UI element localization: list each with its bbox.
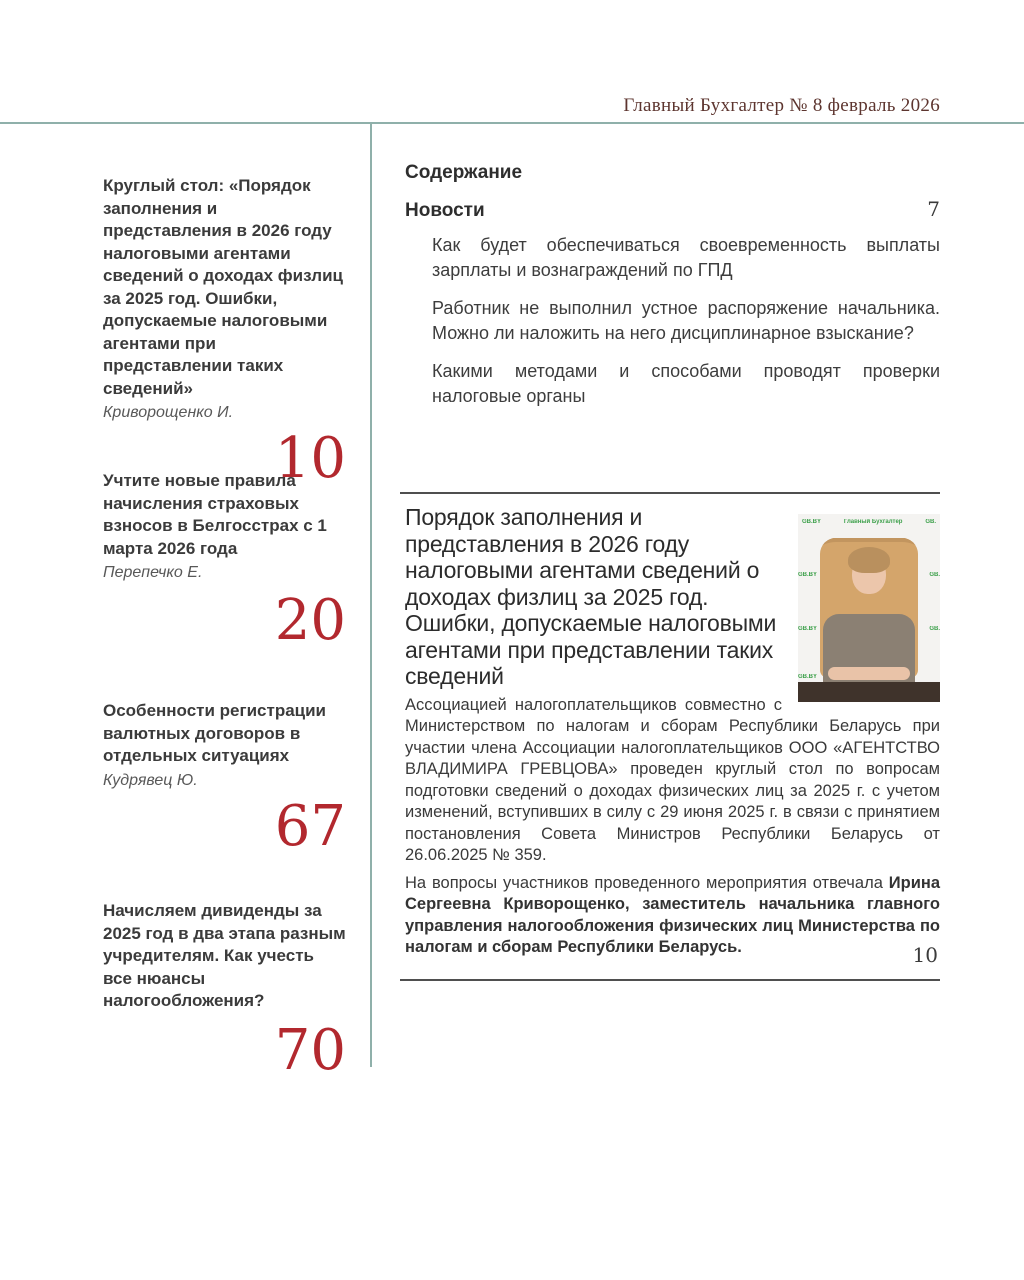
feature-page-number: 10	[912, 942, 938, 967]
column-divider-line	[370, 124, 372, 1067]
article-entry	[103, 175, 346, 491]
article-page-number: 70	[274, 1017, 346, 1083]
person-hair	[848, 547, 890, 573]
press-wall-logo-title: Главный Бухгалтер	[843, 519, 903, 525]
article-title: Начисляем дивиденды за 2025 год в два этапа разным учредителям. Как учесть все нюансы налогообложения?	[103, 901, 346, 1010]
press-wall-logo-gb-cut: GB.	[929, 626, 940, 632]
article-page-number: 10	[274, 426, 346, 491]
news-section-row	[405, 197, 940, 222]
article-author: Криворощенко И.	[103, 404, 234, 421]
person-folded-arms	[828, 667, 910, 680]
desk	[798, 682, 940, 702]
article-title: Учтите новые правила начисления страховых взносов в Белгосстрах с 1 марта 2026 года	[103, 471, 327, 558]
speaker-intro-text: На вопросы участников проведенного мероприятия отвечала	[405, 873, 889, 892]
press-wall-logo-gb: GB.BY	[798, 674, 818, 680]
article-entry	[103, 470, 346, 653]
header-issue-line: Главный Бухгалтер № 8 февраль 2026	[623, 95, 940, 116]
portrait-photo	[798, 514, 940, 702]
feature-paragraph-lead: Ассоциацией налогоплательщиков совместно с Министерством по налогам и сборам Республики Беларусь при участии члена Ассоциации налогоплательщиков ООО «АГЕНТСТВО ВЛАДИМИРА ГРЕВЦОВА» проведен круглый стол по вопросам подготовки сведений о доходах физических лиц за 2025 г. с учетом изменений, вступивших в силу с 29 июня 2025 г. в связи с принятием постановления Совета Министров Республики Беларусь от 26.06.2025 № 359.	[405, 695, 940, 864]
article-entry	[103, 900, 346, 1083]
article-page-number: 20	[274, 588, 346, 653]
press-wall-logo-gb: GB.BY	[798, 572, 818, 578]
press-wall-logos	[798, 519, 940, 525]
news-item: Какими методами и способами проводят проверки налоговые органы	[432, 361, 940, 406]
header-rule	[0, 122, 1024, 124]
news-item-list	[405, 233, 940, 422]
article-title: Особенности регистрации валютных договоров в отдельных ситуациях	[103, 701, 327, 765]
feature-paragraph-speaker	[405, 873, 940, 959]
article-title: Круглый стол: «Порядок заполнения и представления в 2026 году налоговыми агентами сведений о доходах физлиц за 2025 год. Ошибки, допускаемые налоговыми агентами при представлении таких сведений»	[103, 176, 344, 398]
article-author: Перепечко Е.	[103, 564, 203, 581]
article-author: Кудрявец Ю.	[103, 771, 198, 789]
article-entry	[103, 700, 346, 859]
news-section-label: Новости	[405, 200, 485, 221]
press-wall-logo-gb-cut: GB.	[929, 572, 940, 578]
speaker-name-bold: Ирина Сергеевна Криворощенко, заместитель начальника главного управления налогообложения физических лиц Министерства по налогам и сборам Республики Беларусь.	[405, 873, 940, 956]
news-item: Как будет обеспечиваться своевременность выплаты зарплаты и вознаграждений по ГПД	[432, 235, 940, 280]
article-page-number: 67	[274, 793, 346, 859]
press-wall-logo-gb-cut: GB.	[925, 519, 936, 525]
news-item: Работник не выполнил устное распоряжение начальника. Можно ли наложить на него дисциплинарное взыскание?	[432, 298, 940, 343]
feature-article-section	[400, 492, 940, 981]
press-wall-logo-gb: GB.BY	[798, 626, 818, 632]
feature-article-title: Порядок заполнения и представления в 2026 году налоговыми агентами сведений о доходах физлиц за 2025 год. Ошибки, допускаемые налоговыми агентами при представлении таких сведений	[405, 504, 777, 689]
news-section-page-number: 7	[927, 197, 940, 221]
contents-heading: Содержание	[405, 162, 523, 183]
press-wall-logo-gb: GB.BY	[802, 519, 822, 525]
